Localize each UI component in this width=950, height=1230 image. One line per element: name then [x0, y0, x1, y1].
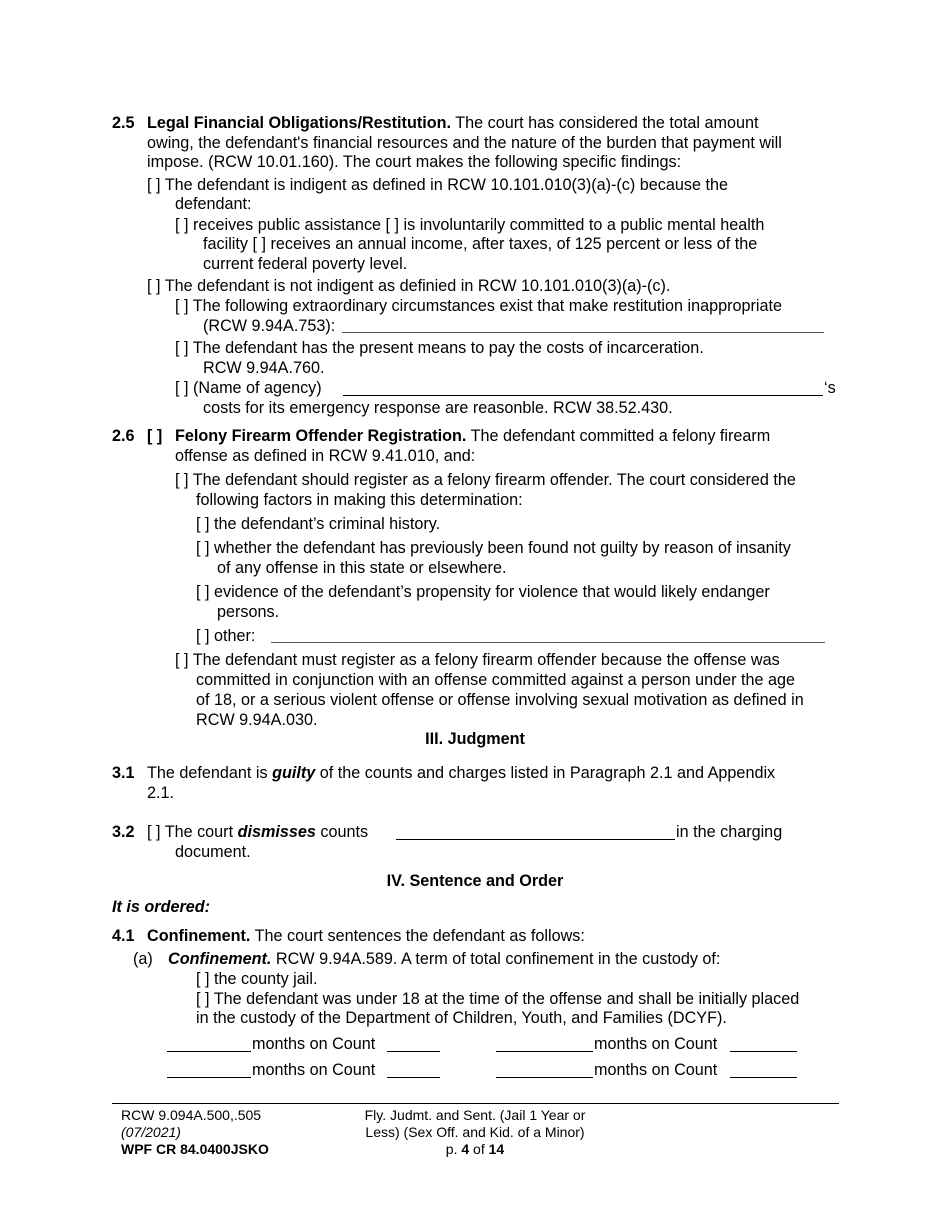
item-a-text: RCW 9.94A.589. A term of total confinement in the custody of: [275, 950, 721, 968]
judgment-heading: III. Judgment [425, 730, 525, 748]
page-of: of [473, 1141, 485, 1157]
agency-line2: costs for its emergency response are reasonble. RCW 38.52.430. [203, 399, 673, 417]
section-2-6-number: 2.6 [112, 427, 135, 445]
dismisses-checkbox-line[interactable] [147, 822, 368, 842]
guilty-suffix: of the counts and charges listed in Paragraph 2.1 and Appendix [319, 764, 776, 782]
page-total: 14 [488, 1141, 505, 1157]
months-blank-4[interactable] [496, 1077, 593, 1078]
months-label-3: months on Count [252, 1061, 376, 1079]
section-2-6-text: The defendant committed a felony firearm [470, 427, 771, 445]
section-2-5-line3: impose. (RCW 10.01.160). The court makes the following specific findings: [147, 153, 682, 171]
months-blank-1[interactable] [167, 1051, 251, 1052]
dismissed-counts-blank[interactable] [396, 839, 675, 840]
present-means-checkbox-line[interactable]: [ ] The defendant has the present means to pay the costs of incarceration. [175, 339, 704, 357]
public-assistance-options[interactable]: [ ] receives public assistance [ ] is involuntarily committed to a public mental health [175, 216, 765, 234]
footer-title-line1: Fly. Judmt. and Sent. (Jail 1 Year or [364, 1107, 586, 1123]
section-2-6-line2: offense as defined in RCW 9.41.010, and: [175, 447, 476, 465]
dismisses-prefix: [ ] The court [147, 823, 234, 841]
agency-possessive: ‘s [824, 379, 836, 397]
factor-criminal-history[interactable]: [ ] the defendant’s criminal history. [196, 515, 441, 533]
should-register-line2: following factors in making this determination: [196, 491, 523, 509]
county-jail-checkbox-line[interactable]: [ ] the county jail. [196, 970, 318, 988]
section-3-2-line2: document. [175, 843, 251, 861]
extraordinary-checkbox-line[interactable]: [ ] The following extraordinary circumstances exist that make restitution inappropriate [175, 297, 783, 315]
section-4-1-line [147, 926, 585, 946]
dismisses-counts-label: counts [320, 823, 369, 841]
must-register-line2: committed in conjunction with an offense committed against a person under the age [196, 671, 795, 689]
factor-insanity[interactable]: [ ] whether the defendant has previously been found not guilty by reason of insanity [196, 539, 791, 557]
dismisses-word: dismisses [237, 823, 316, 841]
months-blank-2[interactable] [496, 1051, 593, 1052]
footer-date: (07/2021) [121, 1124, 181, 1140]
must-register-line3: of 18, or a serious violent offense or offense involving sexual motivation as defined in [196, 691, 804, 709]
guilty-word: guilty [272, 764, 316, 782]
must-register-checkbox-line[interactable]: [ ] The defendant must register as a felony firearm offender because the offense was [175, 651, 780, 669]
section-3-1-line1 [147, 763, 775, 783]
sentence-heading: IV. Sentence and Order [386, 872, 564, 890]
extraordinary-blank-line[interactable] [342, 332, 824, 333]
item-a-title: Confinement. [168, 950, 272, 968]
page-prefix: p. [445, 1141, 458, 1157]
months-blank-3[interactable] [167, 1077, 251, 1078]
section-4-1-text: The court sentences the defendant as follows: [254, 927, 585, 945]
section-4-1-title: Confinement. [147, 927, 251, 945]
public-assistance-line2[interactable]: facility [ ] receives an annual income, after taxes, of 125 percent or less of the [203, 235, 758, 253]
section-2-5-line1 [147, 113, 758, 133]
factor-violence-line2: persons. [217, 603, 280, 621]
footer-rcw: RCW 9.094A.500,.505 [121, 1107, 262, 1123]
factor-violence[interactable]: [ ] evidence of the defendant’s propensity for violence that would likely endanger [196, 583, 770, 601]
guilty-prefix: The defendant is [147, 764, 268, 782]
should-register-checkbox-line[interactable]: [ ] The defendant should register as a felony firearm offender. The court considered the [175, 471, 796, 489]
indigent-line2: defendant: [175, 195, 252, 213]
months-label-2: months on Count [594, 1035, 718, 1053]
section-2-6-title: Felony Firearm Offender Registration. [175, 427, 467, 445]
charging-label: in the charging [676, 823, 783, 841]
it-is-ordered: It is ordered: [112, 898, 211, 916]
item-a-label: (a) [133, 950, 153, 968]
section-2-5-number: 2.5 [112, 114, 135, 132]
section-2-6-line1 [175, 426, 770, 446]
count-blank-4[interactable] [730, 1077, 797, 1078]
not-indigent-checkbox-line[interactable]: [ ] The defendant is not indigent as definied in RCW 10.101.010(3)(a)-(c). [147, 277, 671, 295]
months-label-1: months on Count [252, 1035, 376, 1053]
factor-other[interactable]: [ ] other: [196, 627, 256, 645]
section-3-2-number: 3.2 [112, 823, 135, 841]
under-18-line2: in the custody of the Department of Children, Youth, and Families (DCYF). [196, 1009, 727, 1027]
extraordinary-line2: (RCW 9.94A.753): [203, 317, 336, 335]
footer-title-line2: Less) (Sex Off. and Kid. of a Minor) [365, 1124, 585, 1140]
present-means-line2: RCW 9.94A.760. [203, 359, 325, 377]
section-3-1-line2: 2.1. [147, 784, 175, 802]
footer-form-number: WPF CR 84.0400JSKO [121, 1141, 269, 1157]
agency-checkbox-line[interactable]: [ ] (Name of agency) [175, 379, 322, 397]
public-assistance-line3: current federal poverty level. [203, 255, 408, 273]
section-4-1-number: 4.1 [112, 927, 135, 945]
section-2-6-checkbox[interactable]: [ ] [147, 427, 163, 445]
must-register-line4: RCW 9.94A.030. [196, 711, 318, 729]
factor-other-blank[interactable] [271, 642, 825, 643]
factor-insanity-line2: of any offense in this state or elsewhere. [217, 559, 507, 577]
section-3-1-number: 3.1 [112, 764, 135, 782]
months-label-4: months on Count [594, 1061, 718, 1079]
footer-rule [112, 1103, 839, 1104]
section-2-5-line2: owing, the defendant's financial resources and the nature of the burden that payment will [147, 134, 782, 152]
agency-name-blank[interactable] [343, 395, 823, 396]
indigent-checkbox-line[interactable]: [ ] The defendant is indigent as defined in RCW 10.101.010(3)(a)-(c) because the [147, 176, 728, 194]
count-blank-1[interactable] [387, 1051, 440, 1052]
section-2-5-title: Legal Financial Obligations/Restitution. [147, 114, 451, 132]
count-blank-2[interactable] [730, 1051, 797, 1052]
count-blank-3[interactable] [387, 1077, 440, 1078]
section-2-5-text: The court has considered the total amount [455, 114, 759, 132]
footer-page-number [350, 1141, 600, 1158]
under-18-checkbox-line[interactable]: [ ] The defendant was under 18 at the time of the offense and shall be initially placed [196, 990, 800, 1008]
page-current: 4 [461, 1141, 470, 1157]
item-a-line [168, 949, 720, 969]
